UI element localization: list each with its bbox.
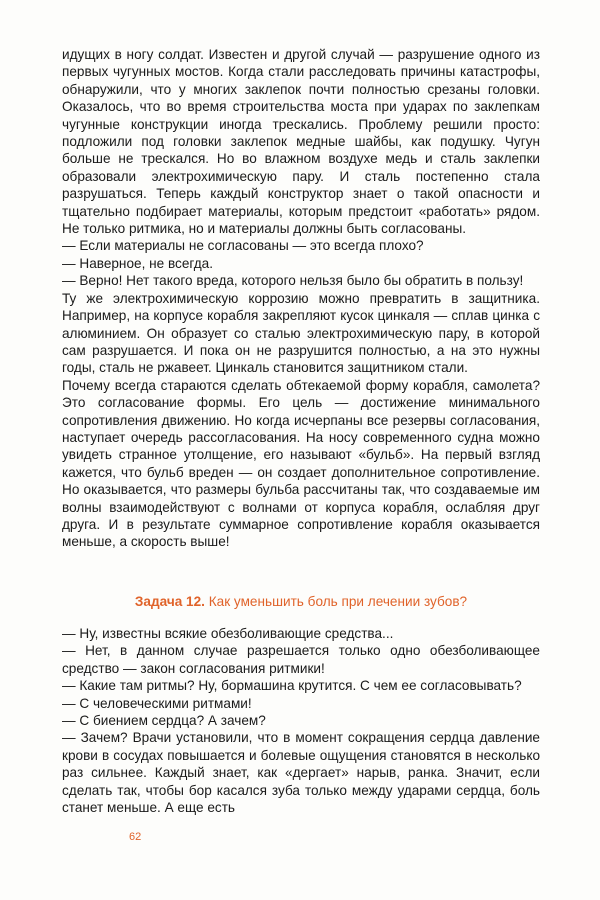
page-number: 62: [129, 831, 142, 843]
dialogue-line: — Нет, в данном случае разрешается только одно обезболивающее средство — закон согласования ритмики!: [62, 643, 540, 676]
dialogue-line-question: — Если материалы не согласованы — это всегда плохо?: [62, 238, 424, 254]
paragraph-bulb: Почему всегда стараются сделать обтекаемой форму корабля, самолета? Это согласование формы. Его цель — достижение минимального сопротивления движению. Но когда исчерпаны все резервы согласования, наступает очередь рассогласования. На носу современного судна можно увидеть странное утолщение, его называют «бульб». На первый взгляд кажется, что бульб вреден — он создает дополнительное сопротивление. Но оказывается, что размеры бульба рассчитаны так, что создаваемые им волны взаимодействуют с волнами от корпуса корабля, ослабляя друг друга. И в результате суммарное сопротивление корабля оказывается меньше, а скорость выше!: [62, 377, 540, 550]
task-title: Как уменьшить боль при лечении зубов?: [208, 594, 468, 609]
task-heading: [62, 593, 540, 610]
dialogue-line: — Зачем? Врачи установили, что в момент сокращения сердца давление крови в сосудах повышается и болевые ощущения становятся в несколько раз сильнее. Каждый знает, как «дергает» нарыв, ранка. Значит, если сделать так, чтобы бор касался зуба только между ударами сердца, боль станет меньше. А еще есть: [62, 730, 540, 816]
dialogue-line: — С человеческими ритмами!: [62, 695, 252, 711]
paragraph-bridge: идущих в ногу солдат. Известен и другой случай — разрушение одного из первых чугунных мостов. Когда стали расследовать причины катастрофы, обнаружили, что у многих заклепок почти полностью срезаны головки. Оказалось, что во время строительства моста при ударах по заклепкам чугунные конструкции иногда трескались. Проблему решили просто: подложили под головки заклепок медные шайбы, как подушку. Чугун больше не трескался. Но во влажном воздухе медь и сталь заклепки образовали электрохимическую пару. И сталь постепенно стала разрушаться. Теперь каждый конструктор знает о такой опасности и тщательно подбирает материалы, которым предстоит «работать» рядом. Не только ритмика, но и материалы должны быть согласованы.: [62, 47, 540, 237]
task-label: Задача 12.: [134, 594, 205, 609]
dialogue-line: — Какие там ритмы? Ну, бормашина крутится. С чем ее согласовывать?: [62, 678, 522, 694]
dialogue-line: — Ну, известны всякие обезболивающие средства...: [62, 626, 394, 641]
dialogue-line: — С биением сердца? А зачем?: [62, 713, 266, 729]
dialogue-line-answer: — Наверное, не всегда.: [62, 255, 214, 271]
paragraph-zinc: Ту же электрохимическую коррозию можно превратить в защитника. Например, на корпусе корабля закрепляют кусок цинкаля — сплав цинка с алюминием. Он образует со сталью электрохимическую пару, в которой сам разрушается. И пока он не разрушится полностью, а на это нужны годы, сталь не ржавеет. Цинкаль становится защитником стали.: [62, 290, 540, 376]
dialogue-line-reply: — Верно! Нет такого вреда, которого нельзя было бы обратить в пользу!: [62, 273, 524, 289]
body-text: [62, 46, 540, 551]
task-dialogue: [62, 625, 540, 816]
